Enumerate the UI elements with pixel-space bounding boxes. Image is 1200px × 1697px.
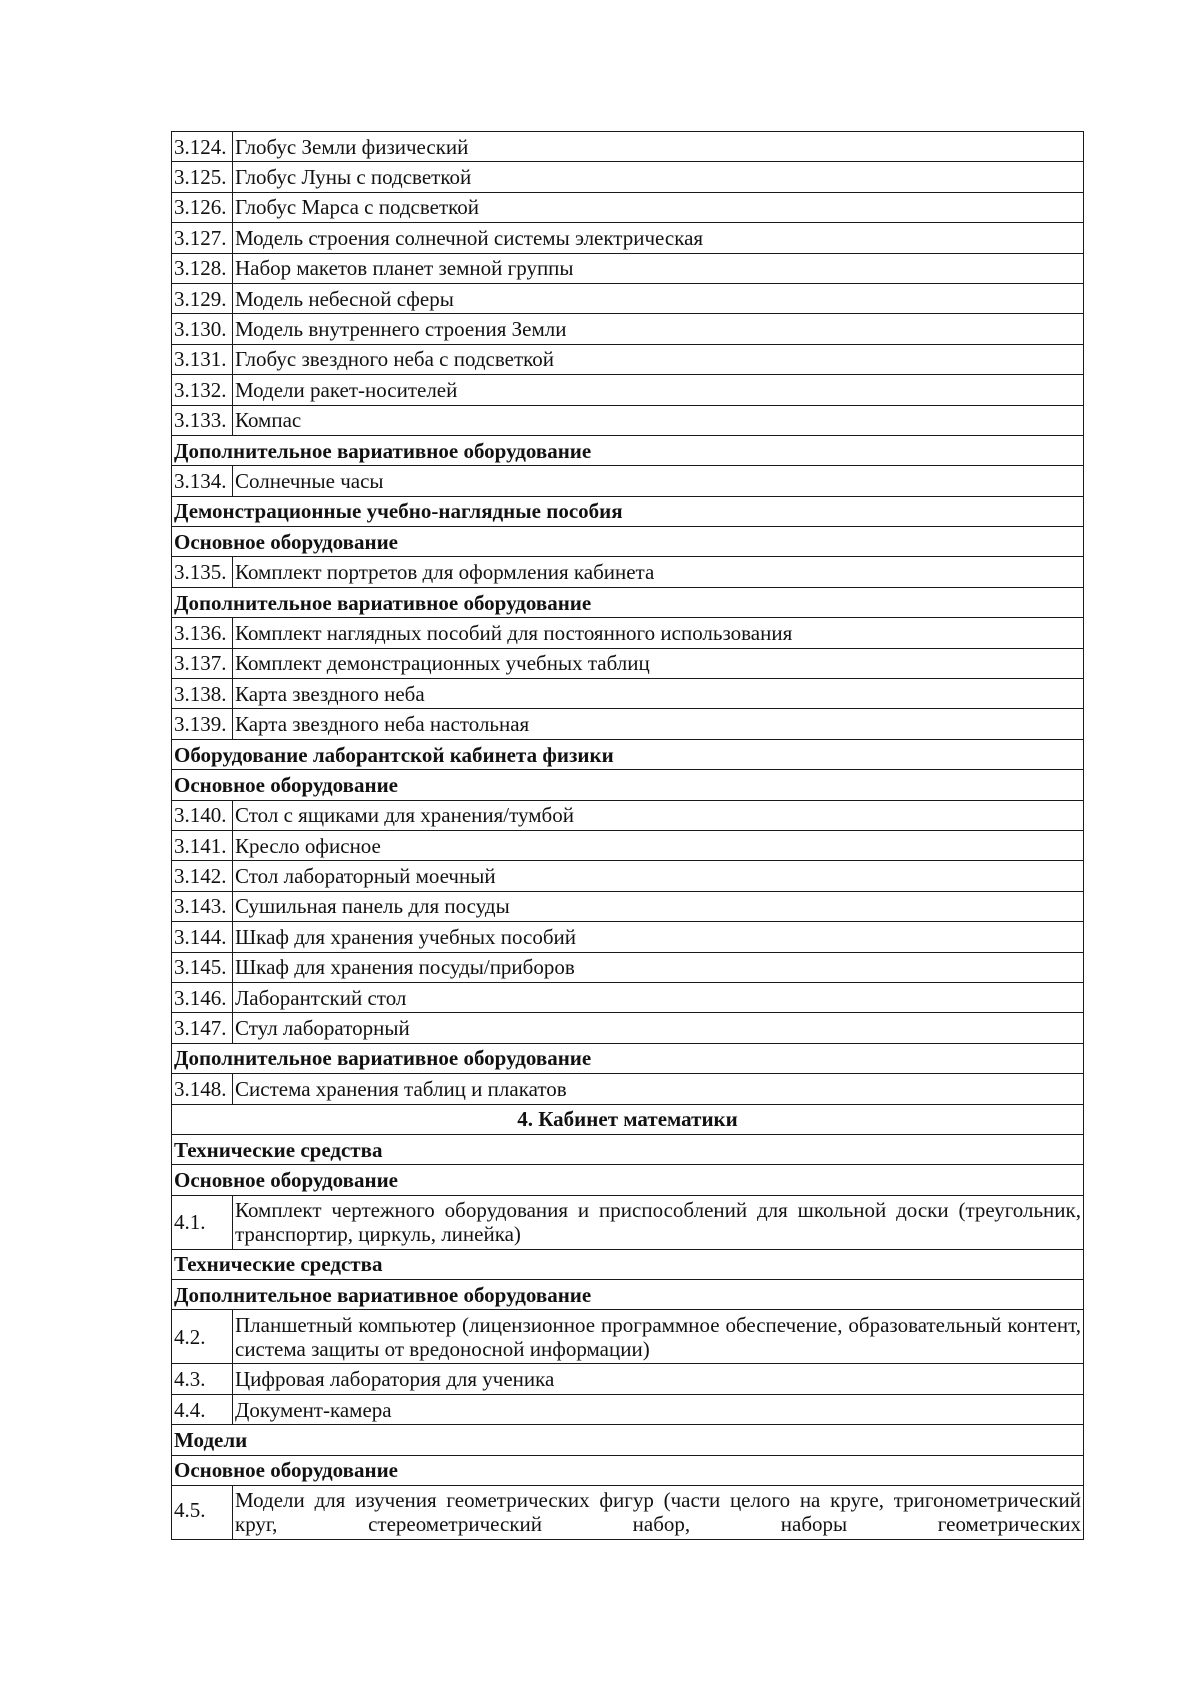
table-row [172,375,1084,405]
item-name: Стул лабораторный [233,1013,1084,1043]
item-name: Глобус Марса с подсветкой [233,192,1084,222]
section-heading-row [172,435,1084,465]
item-name: Комплект чертежного оборудования и приспособлений для школьной доски (треугольник, транспортир, циркуль, линейка) [233,1195,1084,1249]
section-heading: Демонстрационные учебно-наглядные пособия [172,496,1084,526]
table-row [172,648,1084,678]
table-row [172,557,1084,587]
section-heading-row [172,527,1084,557]
item-number: 3.134. [172,466,233,496]
item-name: Солнечные часы [233,466,1084,496]
table-row [172,1486,1084,1540]
item-number: 3.140. [172,800,233,830]
item-name: Глобус Луны с подсветкой [233,162,1084,192]
section-heading: Основное оборудование [172,1455,1084,1485]
item-number: 3.141. [172,830,233,860]
section-heading: Дополнительное вариативное оборудование [172,1043,1084,1073]
section-heading-row [172,587,1084,617]
item-number: 4.4. [172,1394,233,1424]
section-heading: Основное оборудование [172,1165,1084,1195]
table-row [172,922,1084,952]
item-number: 3.135. [172,557,233,587]
item-number: 3.147. [172,1013,233,1043]
item-name: Шкаф для хранения посуды/приборов [233,952,1084,982]
item-number: 3.131. [172,344,233,374]
section-heading-row [172,1425,1084,1455]
table-row [172,162,1084,192]
item-number: 3.148. [172,1074,233,1104]
section-heading-row [172,770,1084,800]
item-name: Шкаф для хранения учебных пособий [233,922,1084,952]
equipment-table-body [172,132,1084,1540]
item-number: 4.1. [172,1195,233,1249]
table-row [172,223,1084,253]
table-row [172,253,1084,283]
section-heading-row [172,1249,1084,1279]
item-name: Кресло офисное [233,830,1084,860]
table-row [172,1394,1084,1424]
item-name: Система хранения таблиц и плакатов [233,1074,1084,1104]
section-heading: Технические средства [172,1249,1084,1279]
item-number: 3.143. [172,891,233,921]
section-heading: Модели [172,1425,1084,1455]
section-heading: Дополнительное вариативное оборудование [172,587,1084,617]
table-row [172,861,1084,891]
item-name: Цифровая лаборатория для ученика [233,1364,1084,1394]
item-name: Комплект демонстрационных учебных таблиц [233,648,1084,678]
section-heading: Основное оборудование [172,527,1084,557]
item-name: Лаборантский стол [233,982,1084,1012]
chapter-heading: 4. Кабинет математики [172,1104,1084,1134]
item-number: 3.142. [172,861,233,891]
section-heading-row [172,496,1084,526]
item-number: 3.130. [172,314,233,344]
section-heading-row [172,1280,1084,1310]
table-row [172,1013,1084,1043]
table-row [172,132,1084,162]
item-name: Комплект портретов для оформления кабинета [233,557,1084,587]
item-name: Сушильная панель для посуды [233,891,1084,921]
item-name: Набор макетов планет земной группы [233,253,1084,283]
table-row [172,1310,1084,1364]
section-heading-row [172,1134,1084,1164]
item-name: Стол с ящиками для хранения/тумбой [233,800,1084,830]
table-row [172,679,1084,709]
table-row [172,952,1084,982]
table-row [172,314,1084,344]
item-number: 3.137. [172,648,233,678]
section-heading: Дополнительное вариативное оборудование [172,435,1084,465]
item-number: 4.2. [172,1310,233,1364]
item-number: 3.129. [172,283,233,313]
item-name: Модель небесной сферы [233,283,1084,313]
item-number: 4.5. [172,1486,233,1540]
section-heading-row [172,739,1084,769]
item-name: Глобус звездного неба с подсветкой [233,344,1084,374]
table-row [172,1074,1084,1104]
section-heading: Дополнительное вариативное оборудование [172,1280,1084,1310]
item-name: Документ-камера [233,1394,1084,1424]
item-number: 3.139. [172,709,233,739]
table-row [172,709,1084,739]
table-row [172,830,1084,860]
item-name: Модели для изучения геометрических фигур (части целого на круге, тригонометрический круг, стереометрический набор, наборы геометрических [233,1486,1084,1540]
item-name: Карта звездного неба [233,679,1084,709]
equipment-table [171,131,1084,1540]
item-number: 3.138. [172,679,233,709]
item-name: Модель строения солнечной системы электрическая [233,223,1084,253]
section-heading: Оборудование лаборантской кабинета физики [172,739,1084,769]
table-row [172,405,1084,435]
table-row [172,618,1084,648]
item-number: 3.124. [172,132,233,162]
section-heading-row [172,1043,1084,1073]
table-row [172,466,1084,496]
item-number: 3.126. [172,192,233,222]
item-number: 3.136. [172,618,233,648]
table-row [172,800,1084,830]
item-number: 3.146. [172,982,233,1012]
chapter-heading-row [172,1104,1084,1134]
item-name: Компас [233,405,1084,435]
item-number: 3.132. [172,375,233,405]
table-row [172,283,1084,313]
item-name: Модели ракет-носителей [233,375,1084,405]
section-heading-row [172,1165,1084,1195]
table-row [172,1364,1084,1394]
section-heading: Технические средства [172,1134,1084,1164]
table-row [172,891,1084,921]
item-number: 3.145. [172,952,233,982]
section-heading-row [172,1455,1084,1485]
item-number: 4.3. [172,1364,233,1394]
table-row [172,344,1084,374]
table-row [172,1195,1084,1249]
table-row [172,982,1084,1012]
item-name: Комплект наглядных пособий для постоянного использования [233,618,1084,648]
item-name: Стол лабораторный моечный [233,861,1084,891]
item-number: 3.133. [172,405,233,435]
section-heading: Основное оборудование [172,770,1084,800]
item-number: 3.125. [172,162,233,192]
item-number: 3.128. [172,253,233,283]
item-name: Планшетный компьютер (лицензионное программное обеспечение, образовательный контент, система защиты от вредоносной информации) [233,1310,1084,1364]
item-number: 3.144. [172,922,233,952]
item-name: Глобус Земли физический [233,132,1084,162]
table-row [172,192,1084,222]
item-name: Модель внутреннего строения Земли [233,314,1084,344]
item-name: Карта звездного неба настольная [233,709,1084,739]
item-number: 3.127. [172,223,233,253]
